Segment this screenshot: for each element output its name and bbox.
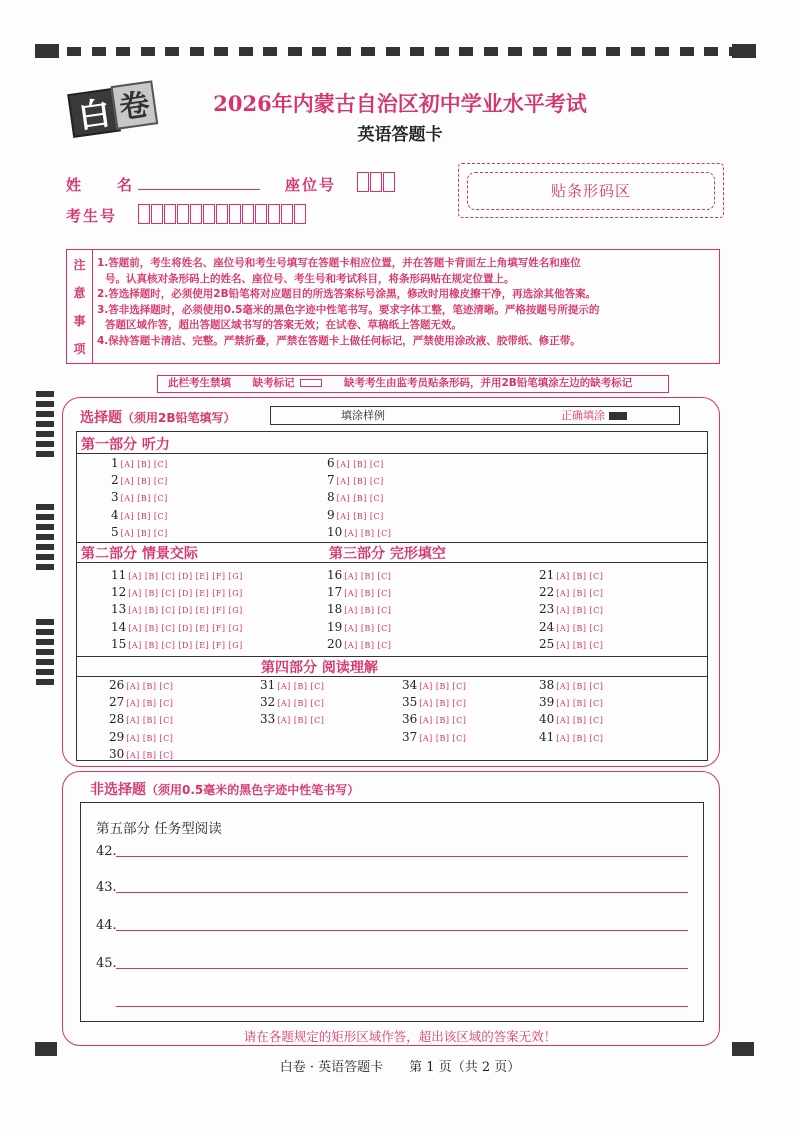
timing-dash: [459, 47, 473, 56]
page-footer: 白卷 · 英语答题卡 第 1 页（共 2 页）: [279, 1060, 521, 1075]
question-number: 23: [539, 602, 555, 617]
absent-mark-box[interactable]: [300, 379, 322, 387]
question-number: 36: [402, 712, 418, 727]
timing-dash: [92, 47, 106, 56]
timing-dash: [239, 47, 253, 56]
question-10[interactable]: [327, 525, 391, 539]
sample-label: 填涂样例: [341, 409, 385, 422]
answer-options[interactable]: [A] [B] [C]: [126, 750, 174, 760]
absent-mark-label: 缺考标记: [252, 377, 295, 389]
question-number: 39: [539, 695, 555, 710]
seat-number-boxes[interactable]: [357, 171, 396, 192]
timing-dash: [165, 47, 179, 56]
badge-char-left: 白: [67, 88, 121, 138]
barcode-label: 贴条形码区: [467, 172, 715, 210]
answer-line-44[interactable]: [116, 917, 688, 931]
answer-options[interactable]: [A] [B] [C]: [126, 699, 174, 709]
question-42-number: 42.: [96, 844, 117, 859]
question-14[interactable]: [111, 620, 243, 634]
answer-options[interactable]: [A] [B] [C] [D] [E] [F] [G]: [128, 572, 243, 581]
answer-options[interactable]: [A] [B] [C]: [344, 623, 392, 633]
timing-dash: [263, 47, 277, 56]
question-9[interactable]: [327, 508, 384, 522]
question-number: 15: [111, 636, 127, 651]
question-number: 29: [109, 729, 125, 744]
question-7[interactable]: [327, 473, 384, 487]
timing-dash: [557, 47, 571, 56]
answer-options[interactable]: [A] [B] [C]: [344, 528, 392, 538]
question-number: 20: [327, 636, 343, 651]
question-40[interactable]: [539, 712, 603, 726]
timing-dash: [631, 47, 645, 56]
answer-options[interactable]: [A] [B] [C]: [277, 682, 325, 691]
timing-marks-left-1: [36, 391, 54, 461]
exam-number-box[interactable]: [242, 204, 254, 224]
question-27[interactable]: [109, 695, 173, 709]
timing-dash: [116, 47, 130, 56]
answer-options[interactable]: [A] [B] [C]: [419, 699, 467, 709]
exam-number-label: 考生号: [66, 207, 118, 225]
timing-dash: [141, 47, 155, 56]
exam-number-box[interactable]: [281, 204, 293, 224]
question-number: 33: [260, 712, 276, 727]
answer-options[interactable]: [A] [B] [C]: [344, 572, 392, 581]
answer-options[interactable]: [A] [B] [C] [D] [E] [F] [G]: [128, 589, 243, 599]
side-char: 事: [73, 314, 86, 329]
question-number: 1: [111, 456, 119, 470]
name-field-line[interactable]: [138, 189, 260, 190]
answer-options[interactable]: [A] [B] [C]: [336, 494, 384, 504]
question-35[interactable]: [402, 695, 466, 709]
barcode-area: [458, 163, 724, 218]
answer-options[interactable]: [A] [B] [C]: [126, 733, 174, 743]
answer-options[interactable]: [A] [B] [C] [D] [E] [F] [G]: [128, 640, 243, 650]
timing-dash: [410, 47, 424, 56]
question-11[interactable]: [111, 568, 243, 582]
question-20[interactable]: [327, 637, 391, 651]
badge-char-right: 卷: [111, 80, 159, 129]
absent-instruction: 缺考考生由监考员贴条形码，并用2B铅笔填涂左边的缺考标记: [343, 377, 633, 389]
question-12[interactable]: [111, 585, 243, 599]
question-number: 34: [402, 678, 418, 692]
answer-options[interactable]: [A] [B] [C]: [556, 682, 604, 691]
question-number: 3: [111, 490, 119, 505]
instruction-line: 2.答选择题时，必须使用2B铅笔将对应题目的所选答案标号涂黑，修改时用橡皮擦干净，再选涂其他答案。: [97, 288, 597, 300]
answer-options[interactable]: [A] [B] [C]: [120, 477, 168, 487]
correct-fill-label: [561, 407, 627, 424]
question-36[interactable]: [402, 712, 466, 726]
question-number: 17: [327, 585, 343, 600]
question-number: 38: [539, 678, 555, 692]
timing-dash: [190, 47, 204, 56]
question-number: 12: [111, 585, 127, 600]
question-3[interactable]: [111, 490, 168, 504]
question-number: 41: [539, 729, 555, 744]
answer-options[interactable]: [A] [B] [C] [D] [E] [F] [G]: [128, 623, 243, 633]
timing-dash: [484, 47, 498, 56]
question-number: 7: [327, 473, 335, 488]
exam-title: 2026年内蒙古自治区初中学业水平考试: [213, 91, 587, 116]
question-43-number: 43.: [96, 880, 117, 895]
side-char: 注: [73, 257, 86, 272]
nonchoice-heading: [90, 779, 359, 799]
question-number: 35: [402, 695, 418, 710]
question-1[interactable]: [111, 456, 168, 470]
question-17[interactable]: [327, 585, 391, 599]
question-26[interactable]: [109, 678, 173, 692]
question-number: 8: [327, 490, 335, 505]
timing-dash: [582, 47, 596, 56]
question-number: 24: [539, 619, 555, 634]
question-45-number: 45.: [96, 956, 117, 971]
timing-dash: [386, 47, 400, 56]
question-number: 6: [327, 456, 335, 470]
question-number: 37: [402, 729, 418, 744]
correct-fill-text: 正确填涂: [561, 409, 605, 422]
answer-card-title: 英语答题卡: [357, 125, 443, 145]
instructions-text: [97, 256, 713, 349]
answer-line-42[interactable]: [116, 843, 688, 857]
exam-number-box[interactable]: [138, 204, 150, 224]
answer-options[interactable]: [A] [B] [C]: [556, 733, 604, 743]
timing-dash: [704, 47, 718, 56]
question-24[interactable]: [539, 620, 603, 634]
question-30[interactable]: [109, 747, 173, 761]
question-39[interactable]: [539, 695, 603, 709]
answer-options[interactable]: [A] [B] [C]: [419, 716, 467, 726]
exam-number-box[interactable]: [268, 204, 280, 224]
timing-dash: [435, 47, 449, 56]
question-number: 18: [327, 602, 343, 617]
instruction-line: 号。认真核对条形码上的姓名、座位号、考生号和考试科目，将条形码贴在规定位置上。: [105, 272, 515, 285]
part2-heading: 第二部分 情景交际: [81, 546, 198, 562]
question-number: 10: [327, 524, 343, 539]
timing-dash: [288, 47, 302, 56]
nonchoice-heading-text: 非选择题: [90, 782, 146, 798]
timing-marks-left-2: [36, 504, 54, 574]
question-number: 30: [109, 746, 125, 761]
question-21[interactable]: [539, 568, 603, 582]
question-number: 16: [327, 568, 343, 582]
answer-options[interactable]: [A] [B] [C]: [556, 699, 604, 709]
timing-dash: [680, 47, 694, 56]
question-number: 11: [111, 568, 127, 582]
question-number: 40: [539, 712, 555, 727]
exam-number-box[interactable]: [190, 204, 202, 224]
exam-number-box[interactable]: [164, 204, 176, 224]
choice-heading: [80, 407, 236, 427]
answer-options[interactable]: [A] [B] [C]: [336, 477, 384, 487]
instruction-line: 答题区域作答，超出答题区域书写的答案无效；在试卷、草稿纸上答题无效。: [105, 319, 462, 331]
instructions-box: [66, 249, 720, 364]
timing-marks-left-3: [36, 619, 54, 689]
timing-dash: [214, 47, 228, 56]
choice-heading-note: （须用2B铅笔填写）: [122, 411, 236, 425]
question-number: 22: [539, 585, 555, 600]
question-31[interactable]: [260, 678, 324, 692]
question-37[interactable]: [402, 730, 466, 744]
question-number: 13: [111, 602, 127, 617]
answer-options[interactable]: [A] [B] [C]: [344, 606, 392, 616]
seat-box[interactable]: [357, 172, 369, 192]
timing-dash: [312, 47, 326, 56]
name-label: 姓 名: [66, 176, 135, 194]
question-44-number: 44.: [96, 918, 117, 933]
question-number: 26: [109, 678, 125, 692]
answer-options[interactable]: [A] [B] [C]: [556, 589, 604, 599]
exam-number-box[interactable]: [203, 204, 215, 224]
question-33[interactable]: [260, 712, 324, 726]
question-number: 9: [327, 507, 335, 522]
answer-line-45-extra[interactable]: [116, 993, 688, 1007]
instruction-line: 4.保持答题卡清洁、完整。严禁折叠，严禁在答题卡上做任何标记，严禁使用涂改液、胶带纸、修正带。: [97, 334, 581, 347]
question-34[interactable]: [402, 678, 466, 692]
seat-label: 座位号: [285, 176, 337, 194]
answer-options[interactable]: [A] [B] [C]: [344, 640, 392, 650]
timing-dash: [606, 47, 620, 56]
part4-heading: 第四部分 阅读理解: [261, 660, 378, 676]
question-23[interactable]: [539, 602, 603, 616]
instruction-line: 1.答题前，考生将姓名、座位号和考生号填写在答题卡相应位置，并在答题卡背面左上角填写姓名和座位: [97, 257, 581, 269]
question-number: 19: [327, 619, 343, 634]
question-number: 28: [109, 712, 125, 727]
question-number: 4: [111, 507, 119, 522]
question-13[interactable]: [111, 602, 243, 616]
absent-note: 此栏考生禁填: [168, 377, 231, 389]
question-32[interactable]: [260, 695, 324, 709]
exam-number-boxes[interactable]: [138, 203, 307, 224]
timing-dash: [67, 47, 81, 56]
timing-dash: [361, 47, 375, 56]
question-2[interactable]: [111, 473, 168, 487]
seat-box[interactable]: [383, 172, 395, 192]
answer-options[interactable]: [A] [B] [C]: [556, 640, 604, 650]
question-15[interactable]: [111, 637, 243, 651]
answer-options[interactable]: [A] [B] [C]: [336, 460, 384, 469]
answer-options[interactable]: [A] [B] [C]: [556, 606, 604, 616]
question-29[interactable]: [109, 730, 173, 744]
question-22[interactable]: [539, 585, 603, 599]
timing-dash: [655, 47, 669, 56]
side-char: 项: [73, 342, 86, 357]
part1-heading: 第一部分 听力: [81, 437, 170, 453]
timing-dash: [508, 47, 522, 56]
answer-options[interactable]: [A] [B] [C]: [419, 682, 467, 691]
answer-options[interactable]: [A] [B] [C]: [419, 733, 467, 743]
question-25[interactable]: [539, 637, 603, 651]
answer-options[interactable]: [A] [B] [C]: [120, 511, 168, 521]
timing-track-top: [35, 44, 755, 58]
choice-heading-text: 选择题: [80, 410, 122, 426]
exam-number-box[interactable]: [294, 204, 306, 224]
question-16[interactable]: [327, 568, 391, 582]
question-5[interactable]: [111, 525, 168, 539]
question-number: 25: [539, 636, 555, 651]
answer-options[interactable]: [A] [B] [C]: [556, 572, 604, 581]
question-6[interactable]: [327, 456, 384, 470]
exam-number-box[interactable]: [229, 204, 241, 224]
corner-mark-bottom-right: [732, 1042, 754, 1056]
answer-options[interactable]: [A] [B] [C]: [336, 511, 384, 521]
timing-dash: [337, 47, 351, 56]
filled-sample-mark: [609, 412, 627, 420]
question-8[interactable]: [327, 490, 384, 504]
exam-number-box[interactable]: [151, 204, 163, 224]
absent-strip: [157, 375, 669, 393]
question-number: 32: [260, 695, 276, 710]
grid-divider: [77, 453, 707, 454]
answer-line-43[interactable]: [116, 879, 688, 893]
question-18[interactable]: [327, 602, 391, 616]
question-number: 5: [111, 524, 119, 539]
answer-options[interactable]: [A] [B] [C]: [126, 682, 174, 691]
timing-dash: [729, 47, 743, 56]
question-19[interactable]: [327, 620, 391, 634]
question-38[interactable]: [539, 678, 603, 692]
part5-heading: 第五部分 任务型阅读: [96, 821, 222, 837]
answer-options[interactable]: [A] [B] [C]: [120, 460, 168, 469]
answer-options[interactable]: [A] [B] [C]: [277, 699, 325, 709]
question-number: 14: [111, 619, 127, 634]
nonchoice-heading-note: （须用0.5毫米的黑色字迹中性笔书写）: [146, 783, 360, 797]
part3-heading: 第三部分 完形填空: [329, 546, 446, 562]
question-41[interactable]: [539, 730, 603, 744]
instructions-side-label: [67, 250, 93, 363]
answer-options[interactable]: [A] [B] [C]: [344, 589, 392, 599]
question-number: 21: [539, 568, 555, 582]
exam-number-box[interactable]: [216, 204, 228, 224]
question-number: 31: [260, 678, 276, 692]
instruction-line: 3.答非选择题时，必须使用0.5毫米的黑色字迹中性笔书写。要求字体工整，笔迹清晰。严格按题号所提示的: [97, 303, 600, 316]
answer-options[interactable]: [A] [B] [C]: [120, 494, 168, 504]
answer-options[interactable]: [A] [B] [C]: [556, 623, 604, 633]
answer-line-45[interactable]: [116, 955, 688, 969]
timing-dash: [533, 47, 547, 56]
answer-options[interactable]: [A] [B] [C]: [556, 716, 604, 726]
answer-options[interactable]: [A] [B] [C]: [126, 716, 174, 726]
corner-mark-bottom-left: [35, 1042, 57, 1056]
fill-sample-box: [270, 406, 680, 425]
question-28[interactable]: [109, 712, 173, 726]
answer-options[interactable]: [A] [B] [C] [D] [E] [F] [G]: [128, 606, 243, 616]
side-char: 意: [73, 285, 86, 300]
grid-divider: [77, 656, 707, 657]
choice-grid: [76, 431, 708, 761]
question-4[interactable]: [111, 508, 168, 522]
answer-options[interactable]: [A] [B] [C]: [277, 716, 325, 726]
answer-options[interactable]: [A] [B] [C]: [120, 528, 168, 538]
seat-box[interactable]: [370, 172, 382, 192]
question-number: 2: [111, 473, 119, 488]
footer-warning: 请在各题规定的矩形区域作答，超出该区域的答案无效！: [243, 1029, 557, 1044]
exam-number-box[interactable]: [177, 204, 189, 224]
exam-number-box[interactable]: [255, 204, 267, 224]
question-number: 27: [109, 695, 125, 710]
grid-divider: [77, 676, 707, 677]
